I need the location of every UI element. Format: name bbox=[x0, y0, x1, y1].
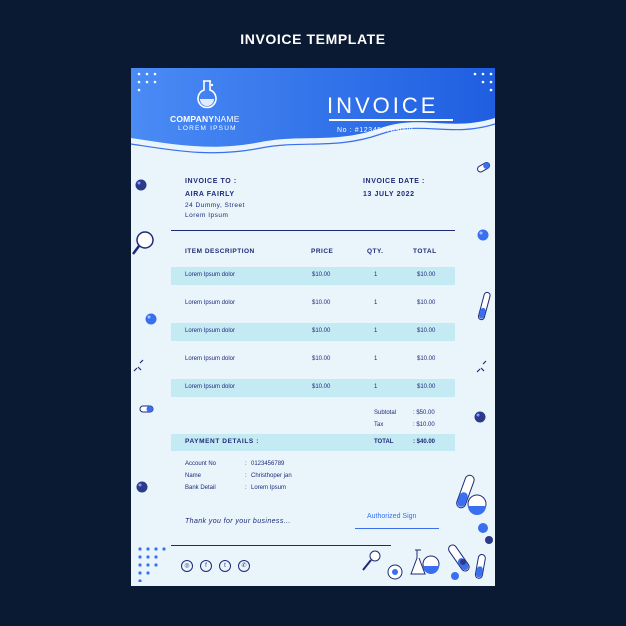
item-total: $10.00 bbox=[417, 300, 436, 306]
dot-pattern bbox=[137, 546, 167, 582]
payment-account-label: Account No bbox=[185, 461, 217, 467]
table-row bbox=[171, 351, 455, 369]
invoice-date-value: 13 JULY 2022 bbox=[363, 191, 415, 198]
client-extra: Lorem Ipsum bbox=[185, 212, 229, 219]
total-value: : $40.00 bbox=[413, 439, 436, 445]
header-divider bbox=[171, 230, 455, 231]
company-tagline: LOREM IPSUM bbox=[178, 125, 237, 132]
subtotal-value: : $50.00 bbox=[413, 410, 435, 416]
page-heading: INVOICE TEMPLATE bbox=[240, 31, 386, 47]
item-price: $10.00 bbox=[312, 300, 331, 306]
test-tube-icon bbox=[476, 290, 492, 324]
thank-you-note: Thank you for your business... bbox=[185, 518, 291, 525]
payment-account-value: 0123456789 bbox=[251, 461, 285, 467]
invoice-title: INVOICE bbox=[327, 93, 439, 118]
col-header-qty: QTY. bbox=[367, 248, 384, 255]
pill-icon bbox=[139, 403, 155, 415]
header-wave bbox=[131, 68, 495, 158]
item-total: $10.00 bbox=[417, 328, 436, 334]
sparkle-icon bbox=[132, 359, 146, 373]
item-qty: 1 bbox=[374, 272, 378, 278]
item-total: $10.00 bbox=[417, 356, 436, 362]
sphere-icon bbox=[144, 312, 158, 326]
invoice-date-label: INVOICE DATE : bbox=[363, 178, 425, 185]
dot-pattern bbox=[471, 72, 495, 94]
item-total: $10.00 bbox=[417, 272, 436, 278]
facebook-icon[interactable]: f bbox=[200, 560, 212, 572]
invoice-sheet bbox=[131, 68, 495, 586]
col-header-price: PRICE bbox=[311, 248, 334, 255]
payment-name-value: Christhoper jan bbox=[251, 473, 292, 479]
twitter-icon[interactable]: t bbox=[219, 560, 231, 572]
table-row bbox=[171, 323, 455, 341]
sphere-icon bbox=[134, 178, 148, 192]
client-name: AIRA FAIRLY bbox=[185, 191, 235, 198]
item-description: Lorem Ipsum dolor bbox=[185, 356, 236, 362]
item-price: $10.00 bbox=[312, 384, 331, 390]
item-total: $10.00 bbox=[417, 384, 436, 390]
lab-equipment-illustration bbox=[355, 466, 495, 586]
instagram-icon[interactable]: ◎ bbox=[181, 560, 193, 572]
table-row bbox=[171, 379, 455, 397]
item-price: $10.00 bbox=[312, 328, 331, 334]
payment-separator: : bbox=[245, 485, 247, 491]
whatsapp-icon[interactable]: ✆ bbox=[238, 560, 250, 572]
table-row bbox=[171, 267, 455, 285]
invoice-number: No : #123456789000 bbox=[337, 127, 414, 134]
pill-icon bbox=[475, 160, 493, 174]
sphere-icon bbox=[476, 228, 490, 242]
payment-bank-label: Bank Detail bbox=[185, 485, 216, 491]
item-price: $10.00 bbox=[312, 356, 331, 362]
payment-separator: : bbox=[245, 461, 247, 467]
invoice-to-label: INVOICE TO : bbox=[185, 178, 237, 185]
magnifier-icon bbox=[131, 230, 157, 260]
item-description: Lorem Ipsum dolor bbox=[185, 272, 236, 278]
payment-separator: : bbox=[245, 473, 247, 479]
sphere-icon bbox=[473, 410, 487, 424]
tax-label: Tax bbox=[374, 422, 384, 428]
total-label: TOTAL bbox=[374, 439, 394, 445]
company-name bbox=[170, 114, 240, 124]
item-qty: 1 bbox=[374, 384, 378, 390]
item-price: $10.00 bbox=[312, 272, 331, 278]
item-description: Lorem Ipsum dolor bbox=[185, 328, 236, 334]
item-description: Lorem Ipsum dolor bbox=[185, 384, 236, 390]
payment-name-label: Name bbox=[185, 473, 202, 479]
payment-details-label: PAYMENT DETAILS : bbox=[185, 438, 260, 445]
item-qty: 1 bbox=[374, 328, 378, 334]
company-name-bold: COMPANY bbox=[170, 114, 215, 124]
dot-pattern bbox=[137, 72, 161, 94]
title-underline bbox=[329, 119, 453, 121]
subtotal-label: Subtotal bbox=[374, 410, 397, 416]
item-qty: 1 bbox=[374, 300, 378, 306]
col-header-total: TOTAL bbox=[413, 248, 437, 255]
company-name-light: NAME bbox=[214, 114, 240, 124]
tax-value: : $10.00 bbox=[413, 422, 435, 428]
table-row bbox=[171, 295, 455, 313]
flask-logo-icon bbox=[194, 79, 220, 111]
item-qty: 1 bbox=[374, 356, 378, 362]
payment-bank-value: Lorem Ipsum bbox=[251, 485, 287, 491]
sphere-icon bbox=[135, 480, 149, 494]
authorized-sign: Authorized Sign bbox=[367, 513, 417, 520]
col-header-description: ITEM DESCRIPTION bbox=[185, 248, 255, 255]
item-description: Lorem Ipsum dolor bbox=[185, 300, 236, 306]
sparkle-icon bbox=[475, 360, 489, 374]
client-address: 24 Dummy, Street bbox=[185, 202, 245, 209]
